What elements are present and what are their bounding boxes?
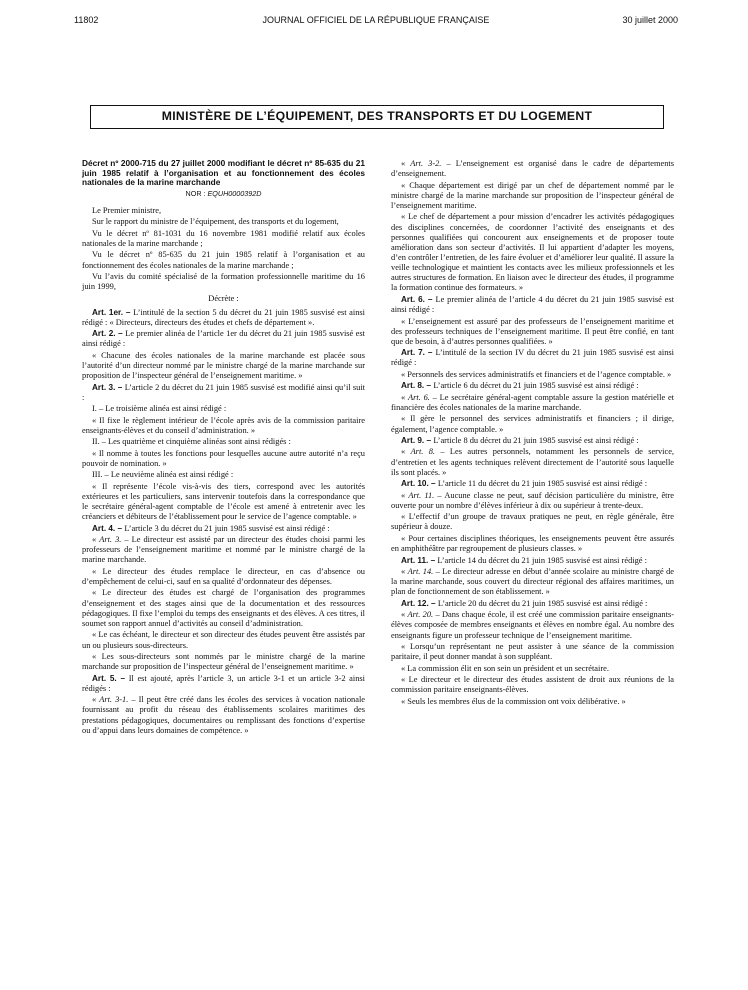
paragraph <box>391 567 674 597</box>
paragraph <box>82 588 365 629</box>
quote-mark: « <box>401 490 409 500</box>
paragraph <box>82 470 365 480</box>
paragraph <box>391 664 674 674</box>
paragraph <box>391 512 674 532</box>
paragraph-text: « Le directeur et le directeur des études assistent de droit aux réunions de la commission paritaire enseignants-élèves. <box>391 675 674 695</box>
paragraph <box>82 351 365 381</box>
paragraph <box>82 383 365 403</box>
paragraph <box>391 348 674 368</box>
paragraph-text: L’article 6 du décret du 21 juin 1985 susvisé est ainsi rédigé : <box>433 381 639 391</box>
paragraph <box>82 449 365 469</box>
paragraph-text: – L’enseignement est organisé dans le cadre de départements d’enseignement. <box>391 159 674 179</box>
paragraph <box>391 295 674 315</box>
paragraph-text: III. – Le neuvième alinéa est ainsi rédigé : <box>92 470 234 480</box>
paragraph-text: L’article 3 du décret du 21 juin 1985 susvisé est ainsi rédigé : <box>124 523 330 533</box>
paragraph-text: « Il fixe le règlement intérieur de l’école après avis de la commission paritaire enseignants-élèves et du conseil d’administration. » <box>82 415 365 435</box>
paragraph-text: – Le directeur adresse en début d’année scolaire au ministre chargé de la marine marchande, sous couvert du directeur régional des affaires maritimes, un plan de fonctionnement de son établissement. » <box>391 566 675 597</box>
paragraph <box>82 630 365 650</box>
nor-label: NOR : <box>185 188 208 198</box>
article-number: Art. 4. – <box>92 523 125 533</box>
paragraph <box>82 524 365 534</box>
paragraph-text: « La commission élit en son sein un président et un secrétaire. <box>401 663 609 673</box>
paragraph-text: – Il peut être créé dans les écoles des services à vocation nationale fournissant au profit du réseau des établissements scolaires maritimes des prestations pédagogiques, documentaires ou remplissant des fonctions d’expertise ou d’appui dans leurs domaines de compétence. » <box>82 695 365 735</box>
issue-date: 30 juillet 2000 <box>622 15 678 25</box>
paragraph <box>391 610 674 640</box>
article-number: Art. 7. – <box>401 348 436 358</box>
paragraph-text: « Le directeur des études remplace le directeur, en cas d’absence ou d’empêchement de celui-ci, sauf en sa qualité d’ordonnateur des dépenses. <box>82 566 365 586</box>
paragraph <box>82 695 365 736</box>
paragraph-text: « Seuls les membres élus de la commission ont voix délibérative. » <box>401 696 626 706</box>
article-number: Art. 6. – <box>401 294 436 304</box>
paragraph-text: L’article 8 du décret du 21 juin 1985 susvisé est ainsi rédigé : <box>433 436 639 446</box>
decree-title: Décret nº 2000-715 du 27 juillet 2000 modifiant le décret nº 85-635 du 21 juin 1985 relatif à l’organisation et au fonctionnement des écoles nationales de la marine marchande <box>82 158 365 188</box>
quote-mark: « <box>401 447 411 457</box>
cited-article: Art. 6. <box>407 392 430 402</box>
quote-mark: « <box>401 566 408 576</box>
paragraph-text: « Personnels des services administratifs et financiers et de l’agence comptable. » <box>401 369 672 379</box>
paragraph-text: Le premier alinéa de l’article 4 du décret du 21 juin 1985 susvisé est ainsi rédigé : <box>391 294 674 315</box>
paragraph-text: « Il nomme à toutes les fonctions pour lesquelles aucune autre autorité n’a reçu pouvoir de nomination. » <box>82 448 365 468</box>
paragraph-text: « Il représente l’école vis-à-vis des tiers, correspond avec les autorités extérieures et les particuliers, sans intervenir toutefois dans la correspondance que le secrétaire général-agent comptable de l’école est amené à entretenir avec les créanciers et débiteurs de l’établissement pour le service de l’agence comptable. » <box>82 481 365 522</box>
article-number: Art. 11. – <box>401 555 438 565</box>
paragraph <box>391 599 674 609</box>
paragraph-text: « Le chef de département a pour mission d’encadrer les activités pédagogiques des disciplines concernées, de coordonner l’activité des enseignants et des personnes qualifiées qui concourent aux enseignements et de proposer toute amélioration dans son secteur d’activités. Il lui appartient d’adapter les moyens, d’en contrôler l’entretien, de les faire évoluer et d’améliorer leur qualité. Il assure la veille technologique et maintient les contacts avec les milieux professionnels et les autres structures de formation. En liaison avec le directeur des études, il programme la formation continue des formateurs. » <box>391 212 674 293</box>
left-column <box>82 159 365 737</box>
paragraph-text: – Dans chaque école, il est créé une commission paritaire enseignants-élèves composée de membres enseignants et élèves en nombre égal. Au nombre des enseignants figure un professeur technique de l’enseignement maritime. <box>391 610 674 640</box>
paragraph-text: L’intitulé de la section IV du décret du 21 juin 1985 susvisé est ainsi rédigé : <box>391 348 674 368</box>
cited-article: Art. 14. <box>407 566 434 576</box>
paragraph-text: – Les autres personnels, notamment les personnels de service, d’entretien et les agents techniques relèvent directement de l’autorité sous laquelle ils sont placés. » <box>391 447 675 477</box>
paragraph-text: « Il gère le personnel des services administratifs et financiers ; il dirige, également, l’agence comptable. » <box>391 414 674 434</box>
paragraph-text: I. – Le troisième alinéa est ainsi rédigé : <box>92 404 227 414</box>
paragraph <box>82 674 365 694</box>
quote-mark: « <box>92 535 100 545</box>
page-number: 11802 <box>74 15 99 25</box>
paragraph <box>82 652 365 672</box>
paragraph <box>82 308 365 328</box>
paragraph-text: L’article 14 du décret du 21 juin 1985 susvisé est ainsi rédigé : <box>437 555 647 565</box>
paragraph <box>391 414 674 434</box>
paragraph-text: « Pour certaines disciplines théoriques, les enseignements peuvent être assurés en amphithéâtre par regroupement de plusieurs classes. » <box>391 533 674 554</box>
right-paragraphs <box>391 159 674 707</box>
cited-article: Art. 11. <box>408 490 435 500</box>
paragraph <box>391 181 674 211</box>
paragraph-text: Il est ajouté, après l’article 3, un article 3-1 et un article 3-2 ainsi rédigés : <box>82 673 366 693</box>
paragraph <box>391 393 674 413</box>
paragraph <box>82 217 365 227</box>
paragraph <box>391 697 674 707</box>
article-number: Art. 2. – <box>92 329 126 339</box>
article-number: Art. 9. – <box>401 436 434 446</box>
paragraph-text: Décrète : <box>208 294 239 304</box>
ministry-banner: MINISTÈRE DE L’ÉQUIPEMENT, DES TRANSPORTS ET DU LOGEMENT <box>90 105 664 129</box>
paragraph <box>82 416 365 436</box>
paragraph-text: Vu l’avis du comité spécialisé de la formation professionnelle maritime du 16 juin 1999, <box>82 272 365 292</box>
paragraph <box>82 404 365 414</box>
paragraph-text: Vu le décret nº 81-1031 du 16 novembre 1981 modifié relatif aux écoles nationales de la marine marchande ; <box>82 228 365 248</box>
paragraph-text: L’article 20 du décret du 21 juin 1985 susvisé est ainsi rédigé : <box>437 598 648 608</box>
paragraph <box>82 329 365 349</box>
paragraph-text: Vu le décret nº 85-635 du 21 juin 1985 relatif à l’organisation et au fonctionnement des écoles nationales de la marine marchande ; <box>82 250 365 270</box>
paragraph <box>82 250 365 270</box>
paragraph <box>391 212 674 293</box>
quote-mark: « <box>401 610 408 620</box>
paragraph <box>82 437 365 447</box>
cited-article: Art. 3-1. <box>99 695 129 705</box>
paragraph <box>391 317 674 347</box>
paragraph <box>391 556 674 566</box>
paragraph <box>82 294 365 304</box>
paragraph-text: – Le directeur est assisté par un directeur des études choisi parmi les professeurs de l’enseignement maritime et nommé par le ministre chargé de la marine marchande. <box>82 535 366 565</box>
paragraph-text: Le premier alinéa de l’article 1er du décret du 21 juin 1985 susvisé est ainsi rédigé : <box>82 329 365 349</box>
paragraph-text: – Aucune classe ne peut, sauf décision particulière du ministre, être ouverte pour un nombre d’élèves inférieur à dix ou supérieur à trente-deux. <box>391 490 674 510</box>
article-number: Art. 10. – <box>401 479 438 489</box>
paragraph-text: « Le cas échéant, le directeur et son directeur des études peuvent être assistés par un ou plusieurs sous-directeurs. <box>82 630 365 650</box>
running-header <box>74 13 678 27</box>
paragraph <box>82 229 365 249</box>
left-paragraphs <box>82 206 365 736</box>
paragraph <box>391 675 674 695</box>
nor-reference <box>82 189 365 199</box>
paragraph <box>391 642 674 662</box>
paragraph-text: L’article 2 du décret du 21 juin 1985 susvisé est modifié ainsi qu’il suit : <box>82 382 365 402</box>
journal-title: JOURNAL OFFICIEL DE LA RÉPUBLIQUE FRANÇAISE <box>262 15 490 25</box>
paragraph <box>391 436 674 446</box>
paragraph-text: « L’enseignement est assuré par des professeurs de l’enseignement maritime et des professeurs techniques de l’enseignement maritime. Il peut être confié, en tant que de besoin, à d’autres personnes qualifiées. » <box>391 316 674 346</box>
paragraph-text: II. – Les quatrième et cinquième alinéas sont ainsi rédigés : <box>92 437 291 447</box>
cited-article: Art. 20. <box>407 610 434 620</box>
paragraph-text: « Chaque département est dirigé par un chef de département nommé par le ministre chargé de la marine marchande sur proposition de l’inspecteur général de l’enseignement maritime. <box>391 180 674 210</box>
right-column <box>391 159 674 708</box>
paragraph <box>391 534 674 554</box>
paragraph <box>391 447 674 477</box>
cited-article: Art. 8. <box>410 447 436 457</box>
paragraph-text: « Lorsqu’un représentant ne peut assister à une séance de la commission paritaire, il peut donner mandat à son suppléant. <box>391 641 674 662</box>
quote-mark: « <box>401 159 411 168</box>
paragraph-text: Le Premier ministre, <box>92 205 162 215</box>
paragraph <box>82 535 365 565</box>
paragraph-text: « L’effectif d’un groupe de travaux pratiques ne peut, en règle générale, être supérieur à douze. <box>391 512 674 532</box>
paragraph-text: L’intitulé de la section 5 du décret du 21 juin 1985 susvisé est ainsi rédigé : « Directeurs, directeurs des études et chefs de département ». <box>82 307 365 327</box>
nor-code: EQUH0000392D <box>207 188 262 198</box>
paragraph <box>82 482 365 523</box>
paragraph <box>391 370 674 380</box>
paragraph-text: Sur le rapport du ministre de l’équipement, des transports et du logement, <box>92 217 339 227</box>
paragraph <box>391 491 674 511</box>
quote-mark: « <box>92 695 100 705</box>
article-number: Art. 12. – <box>401 598 438 608</box>
article-number: Art. 3. – <box>92 382 125 392</box>
article-number: Art. 8. – <box>401 381 434 391</box>
paragraph-text: – Le secrétaire général-agent comptable assure la gestion matérielle et financière des écoles nationales de la marine marchande. <box>391 392 674 412</box>
cited-article: Art. 3-2. <box>410 159 442 168</box>
article-number: Art. 5. – <box>92 673 129 683</box>
paragraph <box>82 567 365 587</box>
cited-article: Art. 3. <box>99 535 122 545</box>
paragraph-text: « Les sous-directeurs sont nommés par le ministre chargé de la marine marchande sur proposition de l’inspecteur général de l’enseignement maritime. » <box>82 651 365 672</box>
paragraph <box>82 272 365 292</box>
paragraph <box>391 479 674 489</box>
paragraph <box>391 159 674 179</box>
paragraph <box>391 381 674 391</box>
paragraph <box>82 206 365 216</box>
paragraph-text: « Le directeur des études est chargé de l’organisation des programmes d’enseignement et des stages ainsi que de la documentation et des ressources pédagogiques. Il fixe l’emploi du temps des enseignants et des élèves. A ces titres, il soumet son rapport annuel d’activités au conseil d’administration. <box>82 588 365 628</box>
article-number: Art. 1er. – <box>92 307 134 317</box>
paragraph-text: « Chacune des écoles nationales de la marine marchande est placée sous l’autorité d’un directeur nommé par le ministre chargé de la marine marchande sur proposition de l’inspecteur général de l’enseignement maritime. » <box>82 350 365 381</box>
quote-mark: « <box>401 392 408 402</box>
paragraph-text: L’article 11 du décret du 21 juin 1985 susvisé est ainsi rédigé : <box>437 479 648 489</box>
